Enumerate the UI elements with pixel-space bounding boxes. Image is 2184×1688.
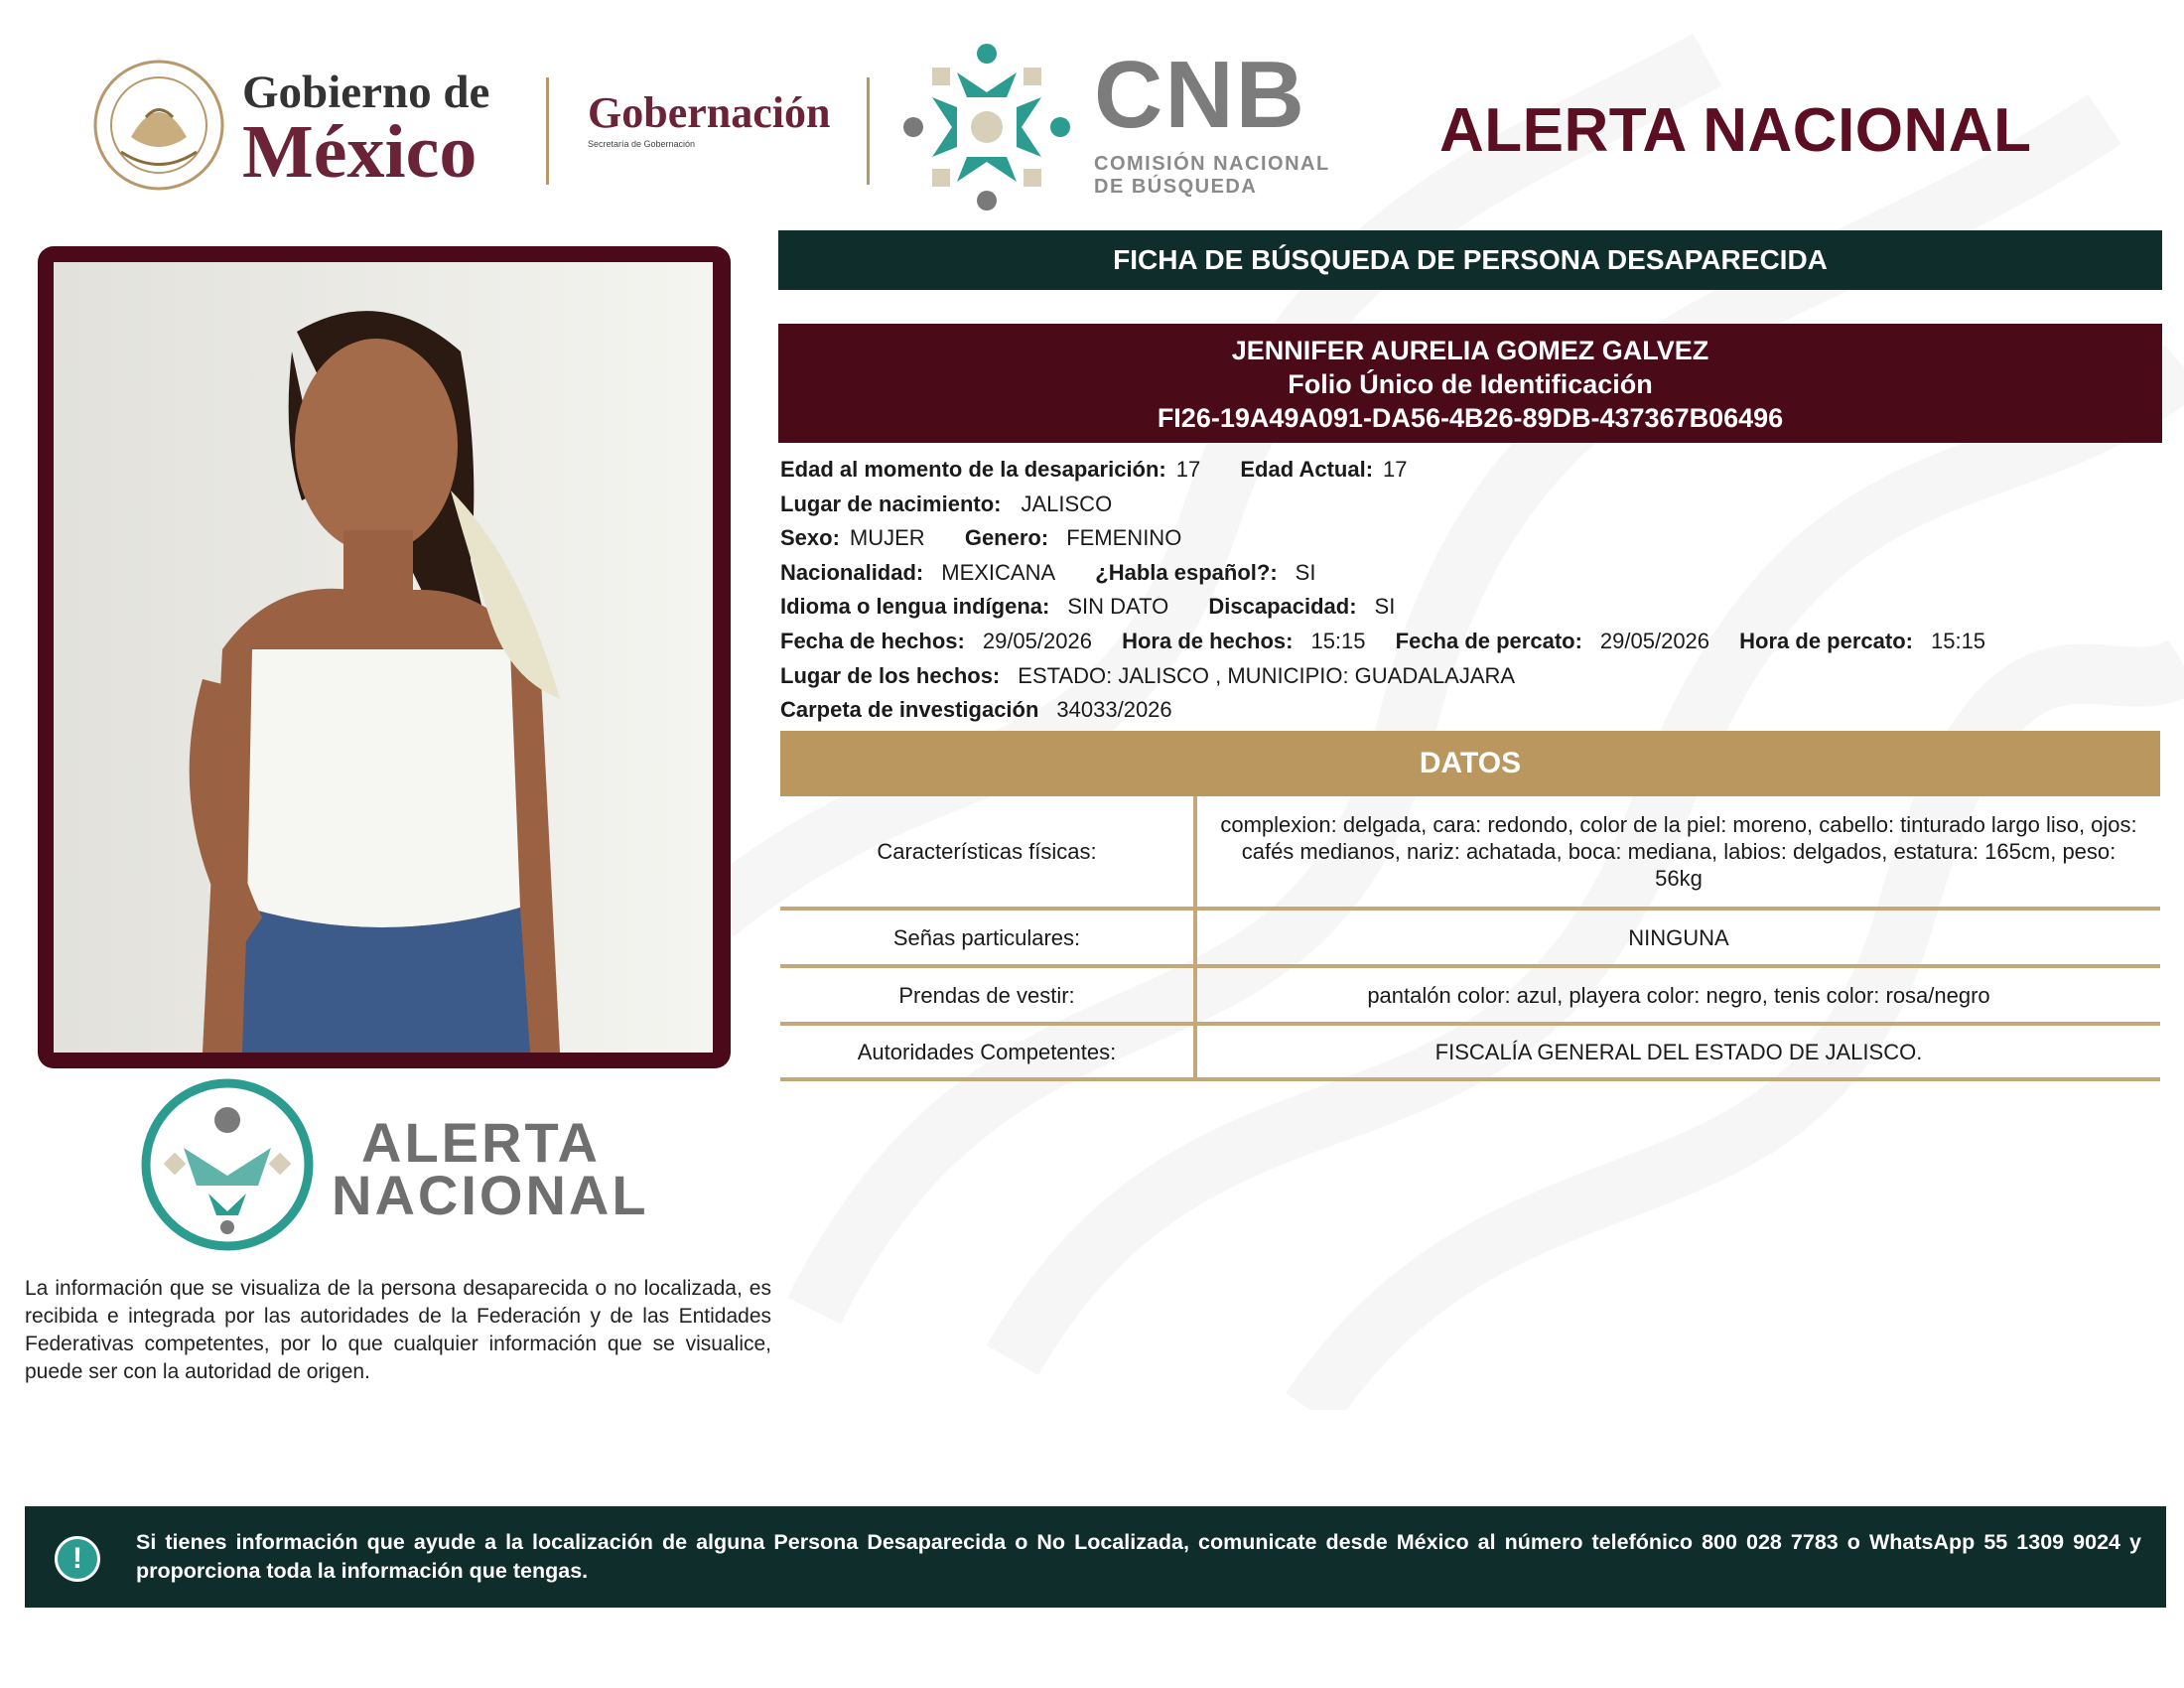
edad-actual-label: Edad Actual: [1240, 457, 1374, 482]
edad-actual-value: 17 [1383, 457, 1408, 482]
cnb-line1: COMISIÓN NACIONAL [1094, 153, 1330, 175]
datos-header: DATOS [780, 731, 2160, 796]
gobierno-de-mexico-logo [242, 67, 490, 194]
nacimiento-value: JALISCO [1021, 491, 1113, 516]
edad-desaparicion-label: Edad al momento de la desaparición: [780, 457, 1166, 482]
table-row [780, 796, 2160, 909]
hora-hechos-label: Hora de hechos: [1122, 628, 1294, 653]
espanol-label: ¿Habla español?: [1095, 559, 1278, 585]
cnb-emblem-icon [897, 38, 1076, 216]
table-row [780, 966, 2160, 1024]
person-name: JENNIFER AURELIA GOMEZ GALVEZ [1231, 336, 1709, 365]
lugar-hechos-value: ESTADO: JALISCO , MUNICIPIO: GUADALAJARA [1018, 662, 1516, 688]
alerta-nacional-wordmark [332, 1111, 649, 1227]
table-cell-label: Autoridades Competentes: [780, 1024, 1195, 1079]
header-divider [546, 77, 549, 185]
discapacidad-label: Discapacidad: [1208, 594, 1357, 620]
nacionalidad-label: Nacionalidad: [780, 559, 924, 585]
genero-label: Genero: [964, 525, 1049, 551]
header-divider [867, 77, 870, 185]
fecha-percato-value: 29/05/2026 [1599, 628, 1710, 653]
person-photo [54, 262, 713, 1053]
ficha-title-bar: FICHA DE BÚSQUEDA DE PERSONA DESAPARECIDA [778, 230, 2162, 290]
fecha-hechos-label: Fecha de hechos: [780, 628, 965, 653]
hora-hechos-value: 15:15 [1310, 628, 1366, 653]
edad-desaparicion-value: 17 [1175, 457, 1201, 482]
table-row [780, 1024, 2160, 1079]
sexo-label: Sexo: [780, 525, 840, 551]
sexo-value: MUJER [849, 525, 925, 551]
alerta-line2: NACIONAL [332, 1164, 649, 1227]
alerta-nacional-emblem-icon [139, 1076, 316, 1253]
discapacidad-value: SI [1374, 594, 1396, 620]
cnb-wordmark [1094, 42, 1330, 199]
espanol-value: SI [1295, 559, 1316, 585]
alert-title: ALERTA NACIONAL [1439, 96, 2032, 165]
fecha-percato-label: Fecha de percato: [1395, 628, 1582, 653]
national-seal-icon [91, 58, 226, 193]
table-row [780, 909, 2160, 966]
table-cell-value: pantalón color: azul, playera color: negro, tenis color: rosa/negro [1195, 966, 2160, 1024]
disclaimer-text: La información que se visualiza de la persona desaparecida o no localizada, es recibida e integrada por las autoridades de la Federación y de las Entidades Federativas competentes, por lo que cualquier información que se visualice, puede ser con la autoridad de origen. [25, 1277, 771, 1383]
nacimiento-label: Lugar de nacimiento: [780, 491, 1002, 516]
genero-value: FEMENINO [1066, 525, 1182, 551]
table-cell-label: Prendas de vestir: [780, 966, 1195, 1024]
lugar-hechos-label: Lugar de los hechos: [780, 662, 1001, 688]
folio-number: FI26-19A49A091-DA56-4B26-89DB-437367B06496 [1157, 403, 1784, 433]
hora-percato-label: Hora de percato: [1739, 628, 1913, 653]
datos-table [780, 796, 2160, 1081]
gobernacion-title: Gobernación [588, 88, 831, 137]
person-photo-illustration [54, 262, 713, 1053]
person-info [780, 453, 2019, 728]
gobierno-line1: Gobierno de [242, 67, 490, 118]
table-cell-label: Características físicas: [780, 796, 1195, 909]
carpeta-value: 34033/2026 [1056, 697, 1172, 723]
table-cell-value: complexion: delgada, cara: redondo, color de la piel: moreno, cabello: tinturado largo liso, ojos: cafés medianos, nariz: achatada, boca: mediana, labios: delgados, estatura: 165cm, peso: 56kg [1195, 796, 2160, 909]
table-cell-label: Señas particulares: [780, 909, 1195, 966]
folio-label: Folio Único de Identificación [1288, 369, 1653, 399]
fecha-hechos-value: 29/05/2026 [982, 628, 1092, 653]
person-name-box [778, 324, 2162, 443]
alerta-line1: ALERTA [361, 1111, 601, 1174]
gobierno-line2: México [242, 110, 478, 194]
cnb-line2: DE BÚSQUEDA [1094, 176, 1258, 198]
footer-text: Si tienes información que ayude a la localización de alguna Persona Desaparecida o No Localizada, comunicate desde México al número telefónico 800 028 7783 o WhatsApp 55 1309 9024 y proporciona toda la información que tengas. [136, 1530, 2141, 1583]
idioma-label: Idioma o lengua indígena: [780, 594, 1050, 620]
hora-percato-value: 15:15 [1930, 628, 1986, 653]
idioma-value: SIN DATO [1067, 594, 1169, 620]
footer-banner [25, 1506, 2166, 1608]
carpeta-label: Carpeta de investigación [780, 697, 1039, 723]
table-cell-value: FISCALÍA GENERAL DEL ESTADO DE JALISCO. [1195, 1024, 2160, 1079]
cnb-acronym: CNB [1094, 42, 1306, 148]
nacionalidad-value: MEXICANA [941, 559, 1056, 585]
gobernacion-logo [588, 88, 831, 149]
exclamation-icon: ! [55, 1536, 100, 1582]
gobernacion-subtitle: Secretaría de Gobernación [588, 139, 696, 149]
table-cell-value: NINGUNA [1195, 909, 2160, 966]
